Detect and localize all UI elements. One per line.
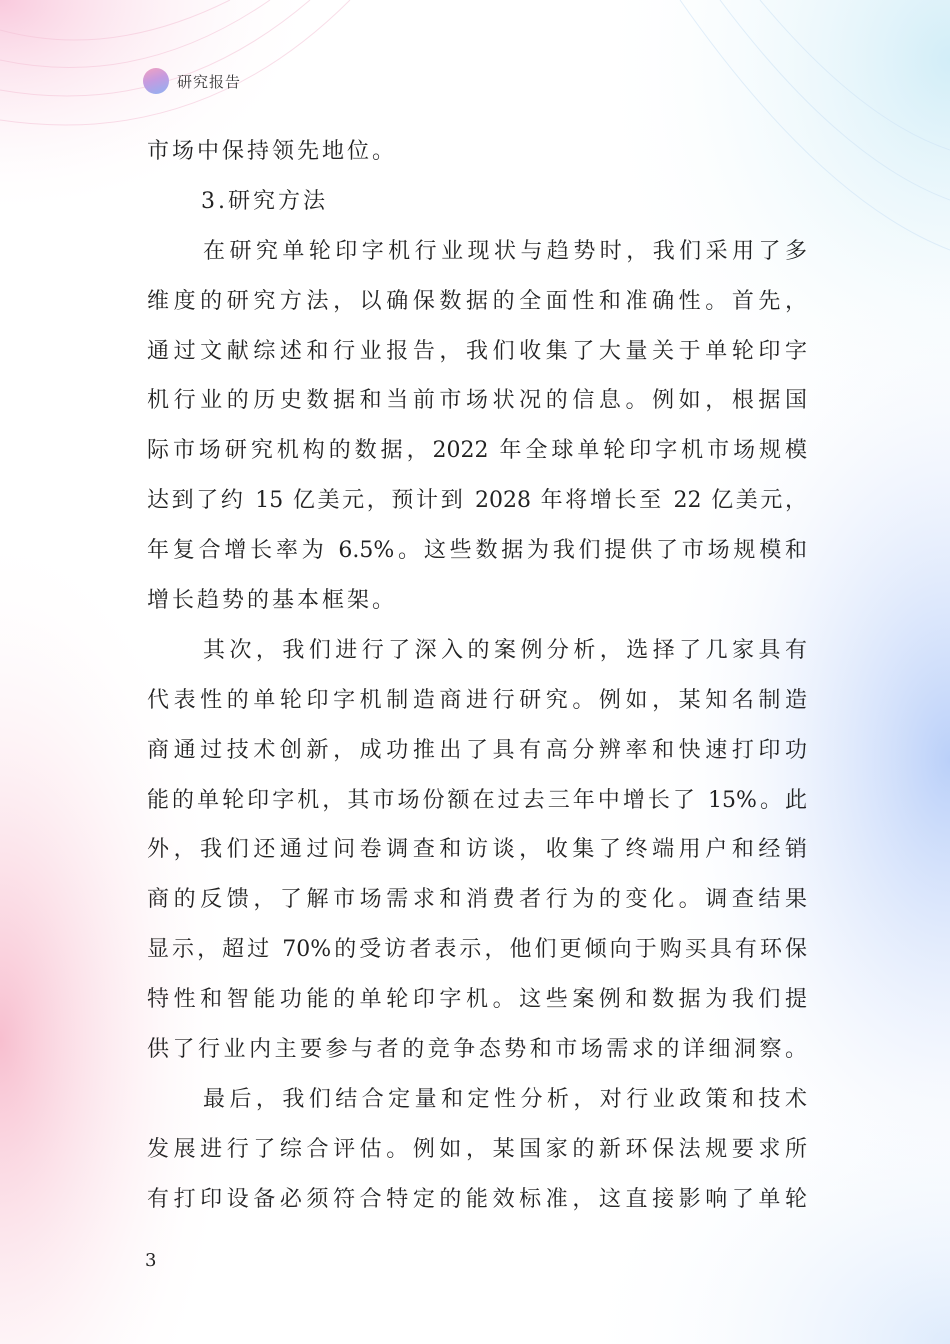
text-line: 增长趋势的基本框架。 bbox=[147, 588, 398, 614]
text-line: 市场中保持领先地位。 bbox=[147, 139, 398, 164]
text-line: 能的单轮印字机，其市场份额在过去三年中增长了 15%。此 bbox=[147, 787, 807, 813]
report-header bbox=[143, 66, 241, 96]
text-line: 其次，我们进行了深入的案例分析，选择了几家具有 bbox=[203, 637, 807, 663]
text-line: 外，我们还通过问卷调查和访谈，收集了终端用户和经销 bbox=[147, 837, 807, 863]
text-line: 供了行业内主要参与者的竞争态势和市场需求的详细洞察。 bbox=[147, 1037, 807, 1063]
text-line: 代表性的单轮印字机制造商进行研究。例如，某知名制造 bbox=[147, 687, 807, 713]
text-line: 际市场研究机构的数据，2022 年全球单轮印字机市场规模 bbox=[147, 438, 807, 464]
text-line: 最后，我们结合定量和定性分析，对行业政策和技术 bbox=[203, 1086, 807, 1112]
text-line: 在研究单轮印字机行业现状与趋势时，我们采用了多 bbox=[203, 238, 807, 264]
document-body bbox=[147, 127, 807, 1225]
text-line: 机行业的历史数据和当前市场状况的信息。例如，根据国 bbox=[147, 388, 807, 414]
text-line: 达到了约 15 亿美元，预计到 2028 年将增长至 22 亿美元， bbox=[147, 488, 807, 514]
text-line: 商的反馈，了解市场需求和消费者行为的变化。调查结果 bbox=[147, 887, 807, 913]
text-line: 显示，超过 70%的受访者表示，他们更倾向于购买具有环保 bbox=[147, 937, 807, 963]
header-title: 研究报告 bbox=[177, 72, 242, 91]
text-line: 有打印设备必须符合特定的能效标准，这直接影响了单轮 bbox=[147, 1186, 807, 1212]
page-number: 3 bbox=[145, 1250, 157, 1271]
text-line: 商通过技术创新，成功推出了具有高分辨率和快速打印功 bbox=[147, 737, 807, 763]
logo-circle-icon bbox=[143, 68, 169, 94]
text-line: 特性和智能功能的单轮印字机。这些案例和数据为我们提 bbox=[147, 987, 807, 1013]
text-line: 通过文献综述和行业报告，我们收集了大量关于单轮印字 bbox=[147, 338, 807, 364]
text-line: 发展进行了综合评估。例如，某国家的新环保法规要求所 bbox=[147, 1136, 807, 1162]
section-heading: 3.研究方法 bbox=[201, 188, 328, 214]
text-line: 年复合增长率为 6.5%。这些数据为我们提供了市场规模和 bbox=[147, 538, 807, 564]
text-line: 维度的研究方法，以确保数据的全面性和准确性。首先， bbox=[147, 288, 807, 314]
